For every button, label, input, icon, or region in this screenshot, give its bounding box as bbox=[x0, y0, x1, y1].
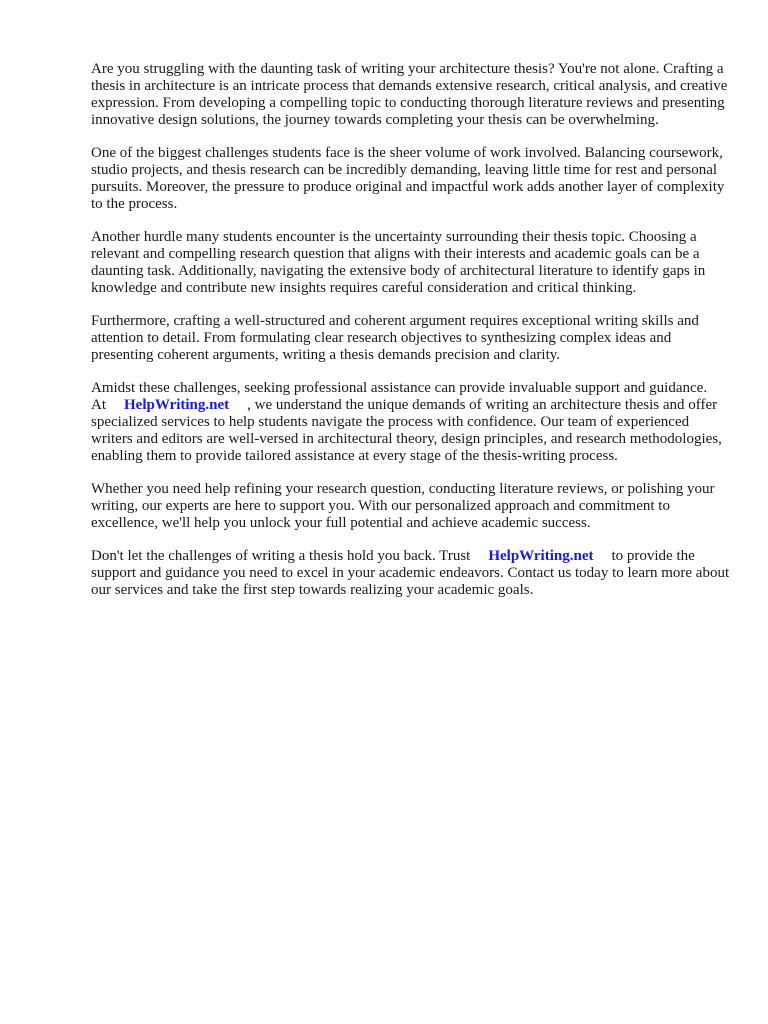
paragraph-argument: Furthermore, crafting a well-structured and coherent argument requires exceptional writing skills and attention to detail. From formulating clear research objectives to synthesizing complex ideas and presenting coherent arguments, writing a thesis demands precision and clarity. bbox=[91, 313, 699, 363]
paragraph-assistance bbox=[91, 380, 731, 465]
paragraph-intro: Are you struggling with the daunting task of writing your architecture thesis? You're not alone. Crafting a thesis in architecture is an intricate process that demands extensive research, critical analysis, and creative expression. From developing a compelling topic to conducting thorough literature reviews and presenting innovative design solutions, the journey towards completing your thesis can be overwhelming. bbox=[91, 61, 728, 128]
paragraph-support: Whether you need help refining your research question, conducting literature reviews, or polishing your writing, our experts are here to support you. With our personalized approach and commitment to excellence, we'll help you unlock your full potential and achieve academic success. bbox=[91, 481, 715, 531]
paragraph-topic-hurdle: Another hurdle many students encounter is the uncertainty surrounding their thesis topic. Choosing a relevant and compelling research question that aligns with their interests and academic goals can be a daunting task. Additionally, navigating the extensive body of architectural literature to identify gaps in knowledge and contribute new insights requires careful consideration and critical thinking. bbox=[91, 229, 706, 296]
paragraph-assistance-text-before: Amidst these challenges, seeking professional assistance can provide invaluable support and guidance. At bbox=[91, 380, 708, 413]
paragraph-closing-text-before: Don't let the challenges of writing a thesis hold you back. Trust bbox=[91, 548, 471, 564]
document-body bbox=[91, 61, 731, 615]
helpwriting-link[interactable]: HelpWriting.net bbox=[124, 397, 230, 413]
helpwriting-link-closing[interactable]: HelpWriting.net bbox=[488, 548, 594, 564]
paragraph-closing-text-after: to provide the support and guidance you need to excel in your academic endeavors. Contact us today to learn more about our services and take the first step towards realizing your academic goals. bbox=[91, 548, 730, 598]
paragraph-closing bbox=[91, 548, 731, 599]
paragraph-challenges: One of the biggest challenges students face is the sheer volume of work involved. Balancing coursework, studio projects, and thesis research can be incredibly demanding, leaving little time for rest and personal pursuits. Moreover, the pressure to produce original and impactful work adds another layer of complexity to the process. bbox=[91, 145, 725, 212]
paragraph-assistance-text-after: , we understand the unique demands of writing an architecture thesis and offer specialized services to help students navigate the process with confidence. Our team of experienced writers and editors are well-versed in architectural theory, design principles, and research methodologies, enabling them to provide tailored assistance at every stage of the thesis-writing process. bbox=[91, 397, 722, 464]
